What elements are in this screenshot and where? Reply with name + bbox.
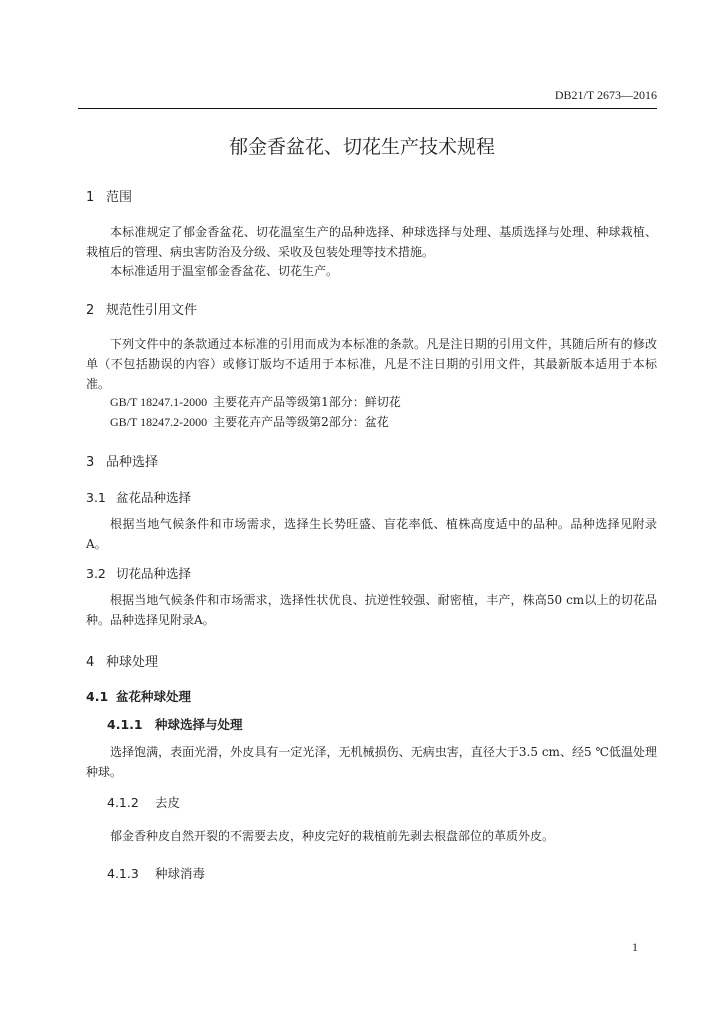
paragraph: 根据当地气候条件和市场需求，选择性状优良、抗逆性较强、耐密植，丰产，株高50 cm以上的切花品种。品种选择见附录A。 <box>86 593 657 627</box>
document-code: DB21/T 2673—2016 <box>554 88 657 102</box>
paragraph: 郁金香种皮自然开裂的不需要去皮，种皮完好的栽植前先剥去根盘部位的革质外皮。 <box>110 829 555 843</box>
reference-name: 主要花卉产品等级第1部分：鲜切花 <box>213 395 401 409</box>
clause-4-1-3-heading <box>107 864 205 882</box>
clause-title: 种球选择与处理 <box>155 717 243 732</box>
section-number: 1 <box>86 190 95 205</box>
reference-code: GB/T 18247.1-2000 <box>110 395 208 409</box>
section-number: 3 <box>86 455 95 470</box>
reference-item <box>110 393 401 410</box>
paragraph: 根据当地气候条件和市场需求，选择生长势旺盛、盲花率低、植株高度适中的品种。品种选择见附录A。 <box>86 517 657 551</box>
clause-title: 去皮 <box>155 795 181 810</box>
section-title: 范围 <box>106 190 133 205</box>
subsection-3-1-heading <box>86 488 191 506</box>
subsection-title: 切花品种选择 <box>116 566 192 581</box>
section-2-heading <box>86 299 197 318</box>
reference-item <box>110 413 389 430</box>
section-title: 种球处理 <box>106 655 159 670</box>
clause-number: 4.1.2 <box>107 795 139 810</box>
section-title: 规范性引用文件 <box>106 303 198 318</box>
subsection-title: 盆花种球处理 <box>116 689 192 704</box>
subsection-number: 3.2 <box>86 566 106 581</box>
clause-4-1-1-heading <box>107 715 243 733</box>
section-number: 2 <box>86 303 95 318</box>
section-4-heading <box>86 651 158 670</box>
clause-4-1-2-heading <box>107 793 180 811</box>
subsection-number: 4.1 <box>86 689 109 704</box>
section-3-heading <box>86 451 158 470</box>
subsection-title: 盆花品种选择 <box>116 490 192 505</box>
paragraph: 本标准适用于温室郁金香盆花、切花生产。 <box>110 264 339 278</box>
paragraph: 本标准规定了郁金香盆花、切花温室生产的品种选择、种球选择与处理、基质选择与处理、种球栽植、栽植后的管理、病虫害防治及分级、采收及包装处理等技术措施。 <box>86 225 657 259</box>
header-rule <box>78 108 657 109</box>
section-title: 品种选择 <box>106 455 159 470</box>
subsection-4-1-heading <box>86 687 191 705</box>
section-number: 4 <box>86 655 95 670</box>
reference-name: 主要花卉产品等级第2部分：盆花 <box>213 415 389 429</box>
subsection-3-2-heading <box>86 564 191 582</box>
paragraph: 下列文件中的条款通过本标准的引用而成为本标准的条款。凡是注日期的引用文件，其随后所有的修改单（不包括勘误的内容）或修订版均不适用于本标准，凡是不注日期的引用文件，其最新版本适用于本标准。 <box>86 337 657 391</box>
clause-number: 4.1.3 <box>107 866 139 881</box>
document-title: 郁金香盆花、切花生产技术规程 <box>228 136 495 158</box>
subsection-number: 3.1 <box>86 490 106 505</box>
clause-number: 4.1.1 <box>107 717 143 732</box>
reference-code: GB/T 18247.2-2000 <box>110 415 208 429</box>
section-1-heading <box>86 186 132 205</box>
clause-title: 种球消毒 <box>155 866 206 881</box>
paragraph: 选择饱满，表面光滑，外皮具有一定光泽，无机械损伤、无病虫害，直径大于3.5 cm、经5 ℃低温处理种球。 <box>86 745 657 779</box>
page-number: 1 <box>632 940 638 954</box>
